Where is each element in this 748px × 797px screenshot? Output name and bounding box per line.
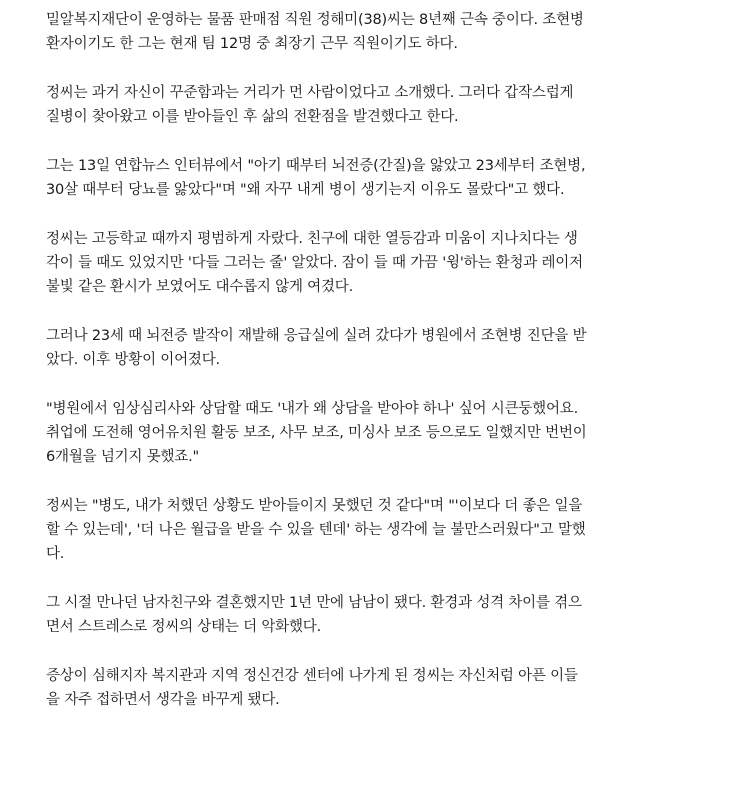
text-line: 그 시절 만나던 남자친구와 결혼했지만 1년 만에 남남이 됐다. 환경과 성격 차이를 겪으 [46, 595, 582, 611]
text-line: 밀알복지재단이 운영하는 물품 판매점 직원 정해미(38)씨는 8년째 근속 중이다. 조현병 [46, 12, 584, 28]
text-line: "병원에서 임상심리사와 상담할 때도 '내가 왜 상담을 받아야 하나' 싶어 시큰둥했어요. [46, 401, 578, 417]
text-line: 을 자주 접하면서 생각을 바꾸게 됐다. [46, 692, 280, 708]
text-line: 불빛 같은 환시가 보였어도 대수롭지 않게 여겼다. [46, 279, 354, 295]
text-line: 환자이기도 한 그는 현재 팀 12명 중 최장기 근무 직원이기도 하다. [46, 36, 458, 52]
paragraph-5 [46, 324, 706, 372]
text-line: 할 수 있는데', '더 나은 월급을 받을 수 있을 텐데' 하는 생각에 늘 불만스러웠다"고 말했 [46, 522, 586, 538]
text-line: 았다. 이후 방황이 이어졌다. [46, 352, 220, 368]
paragraph-7 [46, 494, 706, 566]
text-line: 정씨는 과거 자신이 꾸준함과는 거리가 먼 사람이었다고 소개했다. 그러다 갑작스럽게 [46, 85, 574, 101]
text-line: 그는 13일 연합뉴스 인터뷰에서 "아기 때부터 뇌전증(간질)을 앓았고 23세부터 조현병, [46, 158, 586, 174]
text-line: 다. [46, 546, 65, 562]
paragraph-4 [46, 227, 706, 299]
paragraph-3 [46, 154, 706, 202]
paragraph-6 [46, 397, 706, 469]
text-line: 정씨는 고등학교 때까지 평범하게 자랐다. 친구에 대한 열등감과 미움이 지나치다는 생 [46, 231, 578, 247]
text-line: 정씨는 "병도, 내가 처했던 상황도 받아들이지 못했던 것 같다"며 "'이보다 더 좋은 일을 [46, 498, 583, 514]
text-line: 그러나 23세 때 뇌전증 발작이 재발해 응급실에 실려 갔다가 병원에서 조현병 진단을 받 [46, 328, 587, 344]
text-line: 질병이 찾아왔고 이를 받아들인 후 삶의 전환점을 발견했다고 한다. [46, 109, 459, 125]
text-line: 증상이 심해지자 복지관과 지역 정신건강 센터에 나가게 된 정씨는 자신처럼 아픈 이들 [46, 668, 578, 684]
text-line: 취업에 도전해 영어유치원 활동 보조, 사무 보조, 미싱사 보조 등으로도 일했지만 번번이 [46, 425, 587, 441]
text-line: 30살 때부터 당뇨를 앓았다"며 "왜 자꾸 내게 병이 생기는지 이유도 몰랐다"고 했다. [46, 182, 565, 198]
text-line: 면서 스트레스로 정씨의 상태는 더 악화했다. [46, 619, 321, 635]
paragraph-1 [46, 8, 706, 56]
paragraph-2 [46, 81, 706, 129]
text-line: 각이 들 때도 있었지만 '다들 그러는 줄' 알았다. 잠이 들 때 가끔 '윙'하는 환청과 레이저 [46, 255, 583, 271]
text-line: 6개월을 넘기지 못했죠." [46, 449, 199, 465]
paragraph-8 [46, 591, 706, 639]
paragraph-9 [46, 664, 706, 712]
article-body [46, 8, 706, 737]
